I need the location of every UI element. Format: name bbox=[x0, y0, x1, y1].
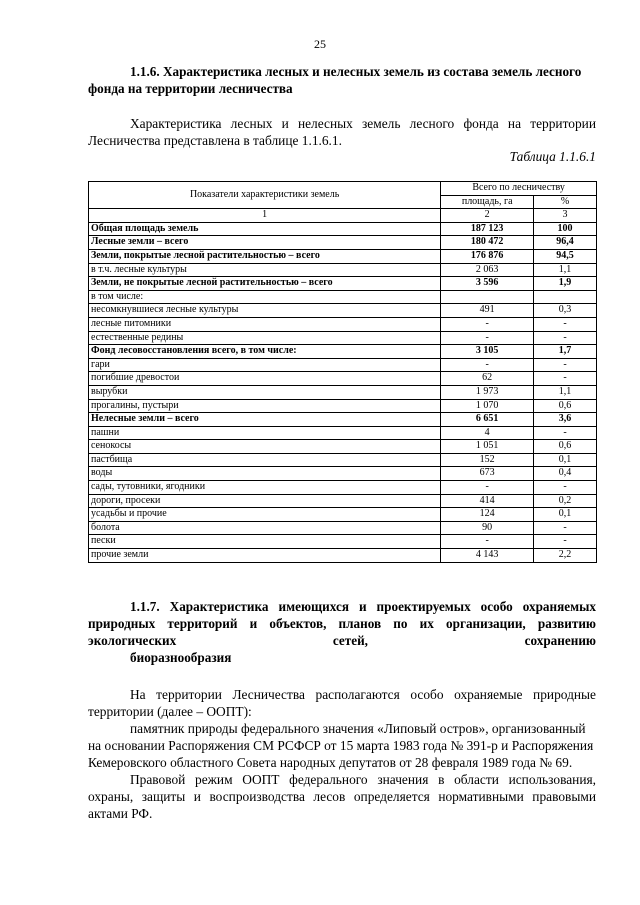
cell-area: 1 051 bbox=[441, 440, 534, 454]
table-row bbox=[89, 222, 597, 236]
header-percent: % bbox=[534, 195, 597, 209]
table-row bbox=[89, 317, 597, 331]
section-heading-1-1-6: 1.1.6. Характеристика лесных и нелесных земель из состава земель лесного фонда на территории лесничества bbox=[88, 64, 582, 96]
cell-name: Лесные земли – всего bbox=[89, 236, 441, 250]
cell-name: Общая площадь земель bbox=[89, 222, 441, 236]
header-indicator: Показатели характеристики земель bbox=[89, 182, 441, 209]
cell-pct: 100 bbox=[534, 222, 597, 236]
cell-name: пастбища bbox=[89, 453, 441, 467]
table-row bbox=[89, 494, 597, 508]
cell-area: 176 876 bbox=[441, 249, 534, 263]
cell-pct: 0,6 bbox=[534, 440, 597, 454]
table-row bbox=[89, 521, 597, 535]
oopt-paragraph-3: Правовой режим ООПТ федерального значения в области использования, охраны, защиты и воспроизводства лесов определяется нормативными правовыми актами РФ. bbox=[88, 772, 596, 821]
table-row bbox=[89, 372, 597, 386]
cell-pct bbox=[534, 290, 597, 304]
oopt-text bbox=[88, 686, 596, 822]
header-total: Всего по лесничеству bbox=[441, 182, 597, 196]
oopt-paragraph-2: памятник природы федерального значения «Липовый остров», организованный на основании Распоряжения СМ РСФСР от 15 марта 1983 года № 391-р и Распоряжения Кемеровского областного Совета народных депутатов от 28 февраля 1989 года № 69. bbox=[88, 721, 594, 770]
header-area: площадь, га bbox=[441, 195, 534, 209]
table-body bbox=[89, 222, 597, 562]
cell-area: 90 bbox=[441, 521, 534, 535]
cell-pct: 1,7 bbox=[534, 345, 597, 359]
section-heading-1-1-7 bbox=[88, 598, 596, 666]
cell-pct: 3,6 bbox=[534, 413, 597, 427]
cell-pct: 0,2 bbox=[534, 494, 597, 508]
land-characteristics-table bbox=[88, 181, 597, 563]
table-row bbox=[89, 453, 597, 467]
cell-pct: - bbox=[534, 358, 597, 372]
table-row bbox=[89, 467, 597, 481]
cell-pct: 1,9 bbox=[534, 277, 597, 291]
cell-pct: 0,1 bbox=[534, 453, 597, 467]
cell-area: 491 bbox=[441, 304, 534, 318]
cell-pct: - bbox=[534, 426, 597, 440]
table-row bbox=[89, 249, 597, 263]
cell-area bbox=[441, 290, 534, 304]
section-heading-1-1-7-main: 1.1.7. Характеристика имеющихся и проектируемых особо охраняемых природных территорий и объектов, планов по их организации, развитию экологических сетей, сохранению bbox=[88, 599, 596, 648]
cell-pct: 2,2 bbox=[534, 549, 597, 563]
cell-name: пески bbox=[89, 535, 441, 549]
cell-name: Земли, не покрытые лесной растительностью – всего bbox=[89, 277, 441, 291]
table-row bbox=[89, 413, 597, 427]
cell-pct: 0,1 bbox=[534, 508, 597, 522]
cell-area: 2 063 bbox=[441, 263, 534, 277]
cell-pct: - bbox=[534, 317, 597, 331]
column-index: 2 bbox=[441, 209, 534, 223]
cell-pct: - bbox=[534, 481, 597, 495]
cell-name: в том числе: bbox=[89, 290, 441, 304]
cell-area: 180 472 bbox=[441, 236, 534, 250]
cell-area: 152 bbox=[441, 453, 534, 467]
cell-pct: 0,4 bbox=[534, 467, 597, 481]
table-caption: Таблица 1.1.6.1 bbox=[509, 149, 596, 164]
cell-area: 4 143 bbox=[441, 549, 534, 563]
table-row bbox=[89, 358, 597, 372]
table-row bbox=[89, 440, 597, 454]
cell-area: - bbox=[441, 331, 534, 345]
cell-name: погибшие древостои bbox=[89, 372, 441, 386]
cell-name: лесные питомники bbox=[89, 317, 441, 331]
cell-pct: 96,4 bbox=[534, 236, 597, 250]
table-row bbox=[89, 535, 597, 549]
page-number: 25 bbox=[314, 37, 326, 51]
cell-name: воды bbox=[89, 467, 441, 481]
cell-name: Земли, покрытые лесной растительностью – всего bbox=[89, 249, 441, 263]
intro-paragraph: Характеристика лесных и нелесных земель лесного фонда на территории Лесничества представлена в таблице 1.1.6.1. bbox=[88, 116, 596, 148]
cell-area: 3 105 bbox=[441, 345, 534, 359]
cell-name: Нелесные земли – всего bbox=[89, 413, 441, 427]
cell-area: - bbox=[441, 535, 534, 549]
cell-area: 1 973 bbox=[441, 385, 534, 399]
cell-name: сенокосы bbox=[89, 440, 441, 454]
cell-pct: - bbox=[534, 372, 597, 386]
cell-name: прогалины, пустыри bbox=[89, 399, 441, 413]
cell-area: - bbox=[441, 317, 534, 331]
cell-name: несомкнувшиеся лесные культуры bbox=[89, 304, 441, 318]
cell-area: 6 651 bbox=[441, 413, 534, 427]
cell-area: 4 bbox=[441, 426, 534, 440]
cell-pct: 94,5 bbox=[534, 249, 597, 263]
cell-pct: 1,1 bbox=[534, 263, 597, 277]
cell-name: гари bbox=[89, 358, 441, 372]
cell-area: 673 bbox=[441, 467, 534, 481]
cell-name: усадьбы и прочие bbox=[89, 508, 441, 522]
cell-name: дороги, просеки bbox=[89, 494, 441, 508]
cell-name: прочие земли bbox=[89, 549, 441, 563]
cell-name: пашни bbox=[89, 426, 441, 440]
section-heading-1-1-7-last: биоразнообразия bbox=[130, 650, 232, 665]
cell-area: - bbox=[441, 358, 534, 372]
cell-area: 124 bbox=[441, 508, 534, 522]
table-row bbox=[89, 345, 597, 359]
cell-name: в т.ч. лесные культуры bbox=[89, 263, 441, 277]
oopt-paragraph-1: На территории Лесничества располагаются особо охраняемые природные территории (далее – ООПТ): bbox=[88, 687, 596, 719]
table-row bbox=[89, 236, 597, 250]
cell-area: 414 bbox=[441, 494, 534, 508]
table-row bbox=[89, 426, 597, 440]
cell-name: Фонд лесовосстановления всего, в том числе: bbox=[89, 345, 441, 359]
cell-area: 1 070 bbox=[441, 399, 534, 413]
cell-pct: - bbox=[534, 331, 597, 345]
cell-pct: - bbox=[534, 521, 597, 535]
cell-area: - bbox=[441, 481, 534, 495]
cell-area: 62 bbox=[441, 372, 534, 386]
table-row bbox=[89, 549, 597, 563]
cell-name: естественные редины bbox=[89, 331, 441, 345]
table-row bbox=[89, 290, 597, 304]
table-row bbox=[89, 385, 597, 399]
table-row bbox=[89, 331, 597, 345]
cell-name: сады, тутовники, ягодники bbox=[89, 481, 441, 495]
cell-name: болота bbox=[89, 521, 441, 535]
table-row bbox=[89, 277, 597, 291]
table-row bbox=[89, 399, 597, 413]
cell-pct: 0,3 bbox=[534, 304, 597, 318]
cell-area: 187 123 bbox=[441, 222, 534, 236]
table-row bbox=[89, 481, 597, 495]
cell-name: вырубки bbox=[89, 385, 441, 399]
cell-pct: 0,6 bbox=[534, 399, 597, 413]
table-row bbox=[89, 263, 597, 277]
cell-area: 3 596 bbox=[441, 277, 534, 291]
column-index: 3 bbox=[534, 209, 597, 223]
cell-pct: - bbox=[534, 535, 597, 549]
cell-pct: 1,1 bbox=[534, 385, 597, 399]
column-index: 1 bbox=[89, 209, 441, 223]
table-row bbox=[89, 304, 597, 318]
table-row bbox=[89, 508, 597, 522]
